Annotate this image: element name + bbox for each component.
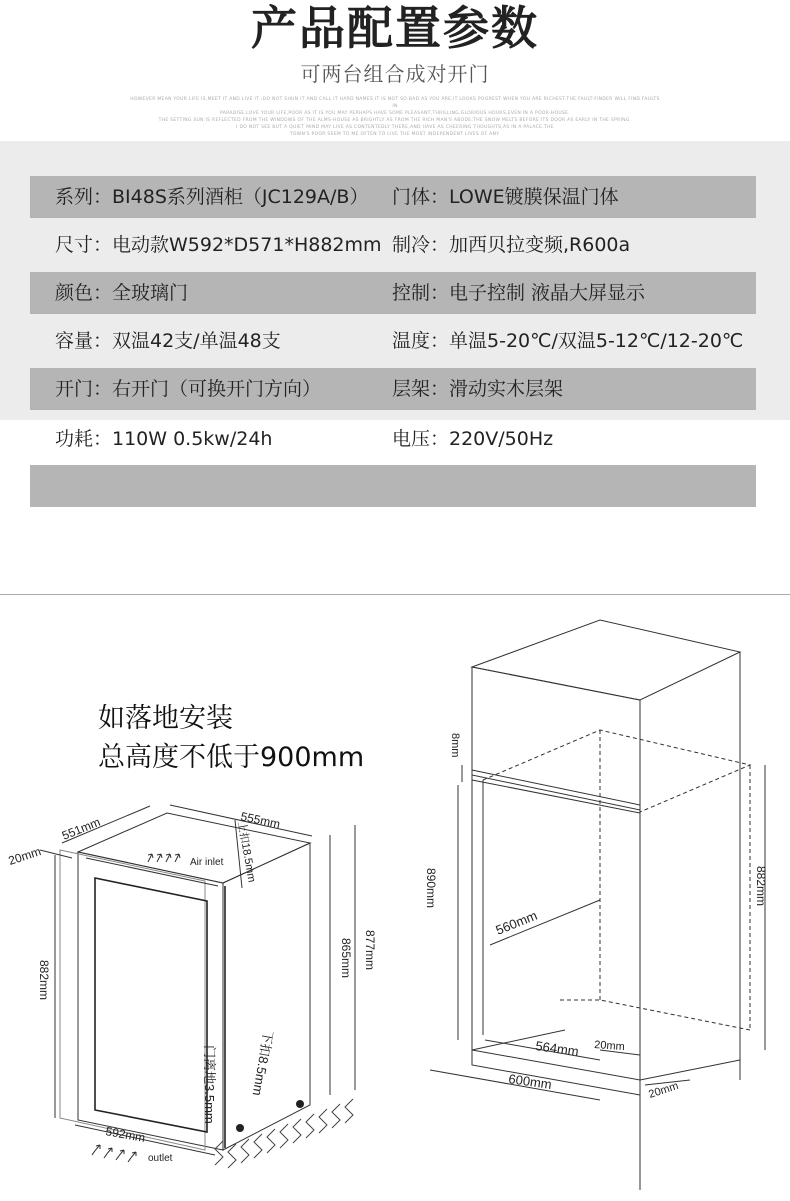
outlet-arrows-icon: [92, 1145, 136, 1162]
spec-row: [30, 320, 756, 362]
fine-print-line: I DO NOT SEE BUT A QUIET MIND MAY LIVE AS CONTENTEDLY THERE,AND HAVE AS CHEERING THOUGHTS,AS IN A PALACE.THE: [236, 125, 554, 130]
fine-print-line: PARADISE.LOVE YOUR LIFE,POOR AS IT IS.YOU MAY PERHAPS HAVE SOME PLEASANT,THRILLING,GLORIOUS HOURS,EVEN IN A POOR-HOUSE.: [220, 111, 570, 116]
cabinet-cutout-drawing: [390, 600, 790, 1201]
spec-left: 开门：右开门（可换开门方向）: [55, 378, 322, 400]
install-note-line2: 总高度不低于900mm: [98, 742, 365, 773]
foot: [236, 1124, 244, 1132]
dim-865: 865mm: [339, 938, 353, 979]
dim-877: 877mm: [363, 930, 377, 971]
section-divider: [0, 594, 790, 595]
cutout-dashed-volume: [483, 730, 750, 1035]
dim-8: 8mm: [449, 733, 461, 758]
spec-right: 温度：单温5-20℃/双温5-12℃/12-20℃: [392, 330, 744, 352]
spec-right: 控制：电子控制 液晶大屏显示: [392, 282, 646, 304]
dim-bottom-gap: 下扣8.5mm: [249, 1029, 276, 1097]
unit-body: [60, 813, 310, 1150]
unit-dimension-drawing: [0, 790, 390, 1201]
dim-20-inner: 20mm: [593, 1039, 626, 1054]
spec-right: 制冷：加西贝拉变频,R600a: [392, 234, 631, 256]
dim-890: 890mm: [424, 868, 438, 909]
cabinet-structure: [472, 620, 740, 1190]
dim-592: 592mm: [104, 1124, 147, 1145]
dim-560: 560mm: [493, 907, 540, 938]
spec-row: [30, 224, 756, 266]
air-inlet-label: Air inlet: [190, 857, 224, 868]
spec-row: [30, 272, 756, 314]
spec-row-empty: [30, 465, 756, 507]
outlet-label: outlet: [148, 1153, 173, 1164]
fine-print-line: THE SETTING SUN IS REFLECTED FROM THE WINDOWS OF THE ALMS-HOUSE AS BRIGHTLY AS FROM THE RICH MAN'S ABODE;THE SNOW MELTS BEFORE ITS DOOR AS EARLY IN THE SPRING.: [158, 118, 632, 123]
dim-882: 882mm: [754, 866, 768, 907]
decorative-fine-print: [130, 96, 660, 138]
spec-row: [30, 176, 756, 218]
spec-left: 系列：BI48S系列酒柜（JC129A/B）: [55, 186, 369, 208]
dim-564: 564mm: [534, 1038, 580, 1060]
page-title: 产品配置参数: [251, 1, 539, 55]
spec-right: 电压：220V/50Hz: [392, 428, 554, 450]
spec-row: [30, 368, 756, 410]
spec-left: 容量：双温42支/单温48支: [55, 330, 281, 352]
spec-left: 颜色：全玻璃门: [55, 282, 189, 304]
dim-door-gap: 门离地3.5mm: [202, 1045, 217, 1124]
fine-print-line: TOWN'S POOR SEEM TO ME OFTEN TO LIVE THE MOST INDEPENDENT LIVES OF ANY.: [289, 132, 501, 137]
air-inlet-arrows-icon: [148, 854, 180, 862]
dim-600: 600mm: [507, 1071, 553, 1093]
page-subtitle: 可两台组合成对开门: [300, 62, 490, 86]
install-note-line1: 如落地安装: [98, 703, 233, 734]
fine-print-line: HOWEVER MEAN YOUR LIFE IS,MEET IT AND LIVE IT ;DO NOT SHUN IT AND CALL IT HARD NAMES.IT IS NOT SO BAD AS YOU ARE,IT LOOKS POOREST WHEN YOU ARE RICHEST.THE FAULT-FINDER WILL FIND FAULTS IN: [130, 97, 660, 109]
dim-555: 555mm: [239, 809, 282, 832]
floor-hatching: [215, 1099, 353, 1168]
foot: [296, 1100, 304, 1108]
dim-551: 551mm: [59, 814, 103, 843]
dim-20: 20mm: [6, 844, 43, 868]
spec-left: 功耗：110W 0.5kw/24h: [55, 428, 273, 450]
spec-right: 门体：LOWE镀膜保温门体: [392, 186, 619, 208]
spec-left: 尺寸：电动款W592*D571*H882mm: [55, 234, 382, 256]
dim-top-gap: 上扣18.5mm: [235, 820, 258, 884]
spec-right: 层架：滑动实木层架: [392, 378, 564, 400]
dim-20-outer: 20mm: [647, 1079, 680, 1101]
dim-882: 882mm: [37, 960, 51, 1001]
spec-row: [30, 418, 756, 460]
